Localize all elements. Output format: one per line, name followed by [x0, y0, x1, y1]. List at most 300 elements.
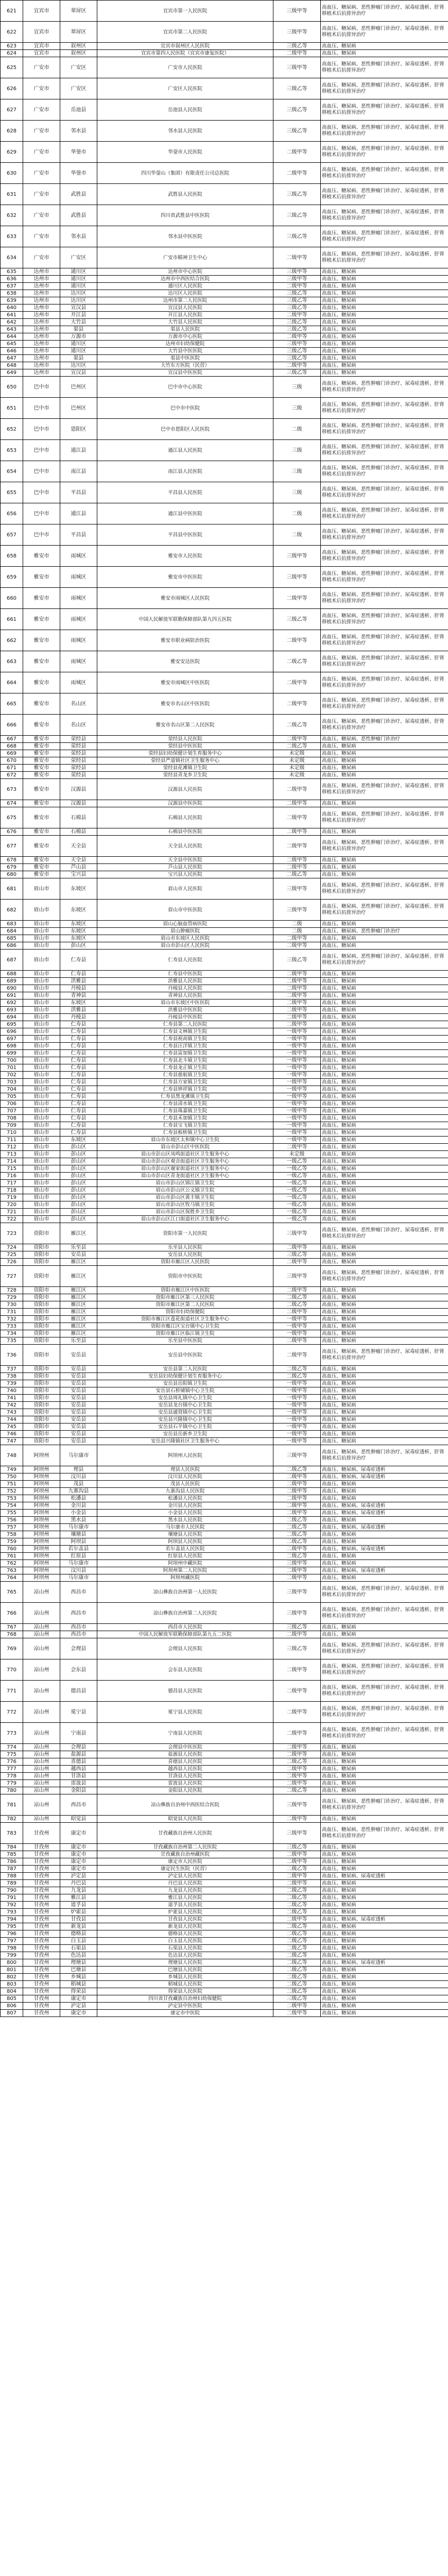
table-row — [1, 1259, 448, 1266]
coverage-scope-cell: 高血压、糖尿病、恶性肿瘤门诊治疗、尿毒症透析、肝肾移植术后抗排异治疗 — [321, 99, 448, 121]
district-cell: 安岳县 — [60, 1387, 97, 1395]
hospital-name-cell: 平昌县人民医院 — [97, 482, 273, 503]
district-cell: 会理县 — [60, 1744, 97, 1751]
district-cell: 华蓥市 — [60, 163, 97, 184]
hospital-name-cell: 仁寿县视高镇卫生院 — [97, 1036, 273, 1043]
hospital-name-cell: 仁寿县方家镇卫生院 — [97, 1079, 273, 1086]
city-cell: 巴中市 — [23, 461, 60, 482]
city-cell: 雅安市 — [23, 609, 60, 630]
hospital-name-cell: 仁寿县钟祥镇卫生院 — [97, 1086, 273, 1093]
district-cell: 彭山区 — [60, 1158, 97, 1165]
hospital-level-cell: 二级甲等 — [273, 1287, 321, 1294]
row-number: 644 — [1, 333, 23, 341]
hospital-name-cell: 宣汉县人民医院 — [97, 304, 273, 312]
hospital-level-cell: 二级甲等 — [273, 1473, 321, 1481]
table-row — [1, 121, 448, 142]
city-cell: 雅安市 — [23, 864, 60, 871]
hospital-name-cell: 宜宾市第二人民医院 — [97, 22, 273, 43]
hospital-name-cell: 达州市中心医院 — [97, 268, 273, 276]
hospital-level-cell: 一级甲等 — [273, 1316, 321, 1323]
hospital-name-cell: 阿坝州第二人民医院 — [97, 1567, 273, 1574]
hospital-name-cell: 资阳市雁江区中医医院 — [97, 1287, 273, 1294]
district-cell: 乡城县 — [60, 1974, 97, 1981]
coverage-scope-cell: 高血压、糖尿病、恶性肿瘤门诊治疗、尿毒症透析、肝肾移植术后抗排异治疗 — [321, 142, 448, 163]
coverage-scope-cell: 高血压、糖尿病、恶性肿瘤门诊治疗、尿毒症透析、肝肾移植术后抗排异治疗 — [321, 836, 448, 857]
hospital-name-cell: 巴中市中医院 — [97, 398, 273, 419]
row-number: 654 — [1, 461, 23, 482]
table-row — [1, 312, 448, 319]
table-row — [1, 1945, 448, 1952]
table-row — [1, 1309, 448, 1316]
hospital-level-cell: 二级甲等 — [273, 779, 321, 800]
table-row — [1, 1967, 448, 1974]
district-cell: 德格县 — [60, 1930, 97, 1938]
coverage-scope-cell: 高血压、糖尿病、尿毒症透析 — [321, 1873, 448, 1880]
coverage-scope-cell: 高血压、糖尿病、恶性肿瘤门诊治疗、尿毒症透析、肝肾移植术后抗排异治疗 — [321, 377, 448, 398]
table-row — [1, 864, 448, 871]
coverage-scope-cell: 高血压、糖尿病、恶性肿瘤门诊治疗、尿毒症透析、肝肾移植术后抗排异治疗 — [321, 226, 448, 247]
hospital-name-cell: 南江县人民医院 — [97, 461, 273, 482]
table-row — [1, 1481, 448, 1488]
table-row — [1, 1624, 448, 1631]
table-row — [1, 1531, 448, 1538]
hospital-name-cell: 达州市第二人民医院 — [97, 297, 273, 304]
city-cell: 雅安市 — [23, 743, 60, 750]
hospital-level-cell: 二级甲等 — [273, 736, 321, 743]
hospital-name-cell: 雅江县人民医院 — [97, 1894, 273, 1902]
table-row — [1, 1416, 448, 1423]
coverage-scope-cell: 高血压、糖尿病、恶性肿瘤门诊治疗、尿毒症透析、肝肾移植术后抗排异治疗 — [321, 1681, 448, 1702]
city-cell: 凉山州 — [23, 1794, 60, 1816]
hospital-name-cell: 眉山市彭山区谢家街道社区卫生服务中心 — [97, 1165, 273, 1173]
table-row — [1, 482, 448, 503]
table-row — [1, 283, 448, 290]
district-cell: 仁寿县 — [60, 1129, 97, 1137]
city-cell: 阿坝州 — [23, 1473, 60, 1481]
coverage-scope-cell: 高血压、糖尿病 — [321, 942, 448, 950]
hospital-name-cell: 宣汉县中医医院 — [97, 369, 273, 377]
row-number: 640 — [1, 304, 23, 312]
city-cell: 达州市 — [23, 276, 60, 283]
hospital-level-cell: 一级甲等 — [273, 1122, 321, 1129]
city-cell: 凉山州 — [23, 1659, 60, 1681]
city-cell: 凉山州 — [23, 1758, 60, 1766]
district-cell: 宣汉县 — [60, 304, 97, 312]
district-cell: 雨城区 — [60, 546, 97, 567]
coverage-scope-cell: 高血压、糖尿病、恶性肿瘤门诊治疗、尿毒症透析、肝肾移植术后抗排异治疗 — [321, 950, 448, 971]
row-number: 678 — [1, 857, 23, 864]
hospital-name-cell: 眉山肿瘤医院 — [97, 928, 273, 935]
coverage-scope-cell: 高血压、糖尿病 — [321, 1902, 448, 1909]
hospital-name-cell: 安岳县兴隆镇中心卫生院 — [97, 1416, 273, 1423]
table-row — [1, 268, 448, 276]
coverage-scope-cell: 高血压、糖尿病 — [321, 1129, 448, 1137]
hospital-name-cell: 盐源县人民医院 — [97, 1751, 273, 1758]
table-row — [1, 1423, 448, 1431]
coverage-scope-cell: 高血压、糖尿病、恶性肿瘤门诊治疗、尿毒症透析、肝肾移植术后抗排异治疗 — [321, 1445, 448, 1466]
district-cell: 平昌县 — [60, 524, 97, 546]
city-cell: 甘孜州 — [23, 1930, 60, 1938]
coverage-scope-cell: 高血压、糖尿病 — [321, 1043, 448, 1050]
row-number: 745 — [1, 1423, 23, 1431]
hospital-name-cell: 仁寿县北斗镇卫生院 — [97, 1057, 273, 1064]
hospital-level-cell: 二级甲等 — [273, 283, 321, 290]
hospital-name-cell: 安岳县妇幼保健计划生育服务中心 — [97, 1373, 273, 1380]
hospital-level-cell: 二级 — [273, 928, 321, 935]
row-number: 633 — [1, 226, 23, 247]
hospital-level-cell: 一级甲等 — [273, 1072, 321, 1079]
city-cell: 资阳市 — [23, 1438, 60, 1445]
table-row — [1, 1366, 448, 1373]
table-row — [1, 1930, 448, 1938]
table-row — [1, 142, 448, 163]
coverage-scope-cell: 高血压、糖尿病 — [321, 1974, 448, 1981]
city-cell: 资阳市 — [23, 1287, 60, 1294]
row-number: 766 — [1, 1603, 23, 1624]
table-row — [1, 1631, 448, 1638]
city-cell: 甘孜州 — [23, 1887, 60, 1894]
row-number: 736 — [1, 1345, 23, 1366]
hospital-level-cell: 二级甲等 — [273, 1567, 321, 1574]
row-number: 707 — [1, 1108, 23, 1115]
hospital-name-cell: 仁寿县汪洋镇卫生院 — [97, 1043, 273, 1050]
coverage-scope-cell: 高血压、糖尿病 — [321, 750, 448, 757]
city-cell: 资阳市 — [23, 1402, 60, 1409]
district-cell: 西昌市 — [60, 1603, 97, 1624]
hospital-level-cell: 三级甲等 — [273, 1560, 321, 1567]
coverage-scope-cell: 高血压、糖尿病、恶性肿瘤门诊治疗、尿毒症透析、肝肾移植术后抗排异治疗 — [321, 630, 448, 651]
district-cell: 东坡区 — [60, 1137, 97, 1144]
table-row — [1, 546, 448, 567]
city-cell: 眉山市 — [23, 878, 60, 900]
hospital-level-cell: 二级甲等 — [273, 800, 321, 807]
district-cell: 仁寿县 — [60, 1021, 97, 1028]
hospital-level-cell: 三级乙等 — [273, 355, 321, 362]
hospital-level-cell: 一级甲等 — [273, 1129, 321, 1137]
coverage-scope-cell: 高血压、糖尿病、恶性肿瘤门诊治疗、尿毒症透析、肝肾移植术后抗排异治疗 — [321, 1223, 448, 1244]
hospital-name-cell: 四川华蓥山（集团）有限责任公司总医院 — [97, 163, 273, 184]
city-cell: 甘孜州 — [23, 1851, 60, 1858]
district-cell: 雁江区 — [60, 1309, 97, 1316]
hospital-name-cell: 宁南县人民医院 — [97, 1723, 273, 1744]
table-row — [1, 1151, 448, 1158]
district-cell: 南江县 — [60, 461, 97, 482]
row-number: 635 — [1, 268, 23, 276]
row-number: 697 — [1, 1036, 23, 1043]
district-cell: 雁江区 — [60, 1301, 97, 1309]
city-cell: 眉山市 — [23, 1209, 60, 1216]
hospital-name-cell: 仁寿县宝飞镇卫生院 — [97, 1122, 273, 1129]
coverage-scope-cell: 高血压、糖尿病、恶性肿瘤门诊治疗、尿毒症透析、肝肾移植术后抗排异治疗 — [321, 1794, 448, 1816]
table-row — [1, 935, 448, 942]
row-number: 665 — [1, 693, 23, 715]
coverage-scope-cell: 高血压、糖尿病 — [321, 312, 448, 319]
coverage-scope-cell: 高血压、糖尿病 — [321, 757, 448, 765]
hospital-level-cell: 三级甲等 — [273, 1794, 321, 1816]
row-number: 629 — [1, 142, 23, 163]
row-number: 727 — [1, 1266, 23, 1287]
table-row — [1, 163, 448, 184]
hospital-level-cell: 二级乙等 — [273, 1373, 321, 1380]
row-number: 716 — [1, 1173, 23, 1180]
city-cell: 眉山市 — [23, 942, 60, 950]
hospital-level-cell: 一级甲等 — [273, 1036, 321, 1043]
hospital-name-cell: 雅安市名山区中医医院 — [97, 693, 273, 715]
city-cell: 资阳市 — [23, 1380, 60, 1387]
table-row — [1, 1603, 448, 1624]
coverage-scope-cell: 高血压、糖尿病 — [321, 971, 448, 978]
row-number: 802 — [1, 1974, 23, 1981]
hospital-name-cell: 巴中市恩阳区人民医院 — [97, 419, 273, 440]
hospital-level-cell: 二级乙等 — [273, 1294, 321, 1301]
table-row — [1, 765, 448, 772]
district-cell: 汶川县 — [60, 1567, 97, 1574]
hospital-level-cell: 二级甲等 — [273, 836, 321, 857]
coverage-scope-cell: 高血压、糖尿病 — [321, 43, 448, 50]
hospital-level-cell: 二级乙等 — [273, 1988, 321, 1995]
hospital-name-cell: 会东县人民医院 — [97, 1659, 273, 1681]
city-cell: 宜宾市 — [23, 1, 60, 22]
coverage-scope-cell: 高血压、糖尿病、恶性肿瘤门诊治疗、尿毒症透析、肝肾移植术后抗排异治疗 — [321, 651, 448, 672]
table-row — [1, 757, 448, 765]
city-cell: 达州市 — [23, 297, 60, 304]
table-row — [1, 1201, 448, 1209]
row-number: 738 — [1, 1373, 23, 1380]
coverage-scope-cell: 高血压、糖尿病 — [321, 1517, 448, 1524]
table-row — [1, 985, 448, 992]
hospital-level-cell: 二级乙等 — [273, 1952, 321, 1959]
city-cell: 眉山市 — [23, 1187, 60, 1194]
row-number: 624 — [1, 50, 23, 57]
district-cell: 小金县 — [60, 1510, 97, 1517]
city-cell: 巴中市 — [23, 440, 60, 461]
district-cell: 叙州区 — [60, 43, 97, 50]
hospital-level-cell: 二级甲等 — [273, 999, 321, 1007]
district-cell: 丹巴县 — [60, 1880, 97, 1887]
city-cell: 甘孜州 — [23, 1866, 60, 1873]
city-cell: 雅安市 — [23, 546, 60, 567]
district-cell: 仁寿县 — [60, 1050, 97, 1057]
table-row — [1, 750, 448, 757]
hospital-level-cell: 三级乙等 — [273, 369, 321, 377]
table-row — [1, 1574, 448, 1582]
city-cell: 雅安市 — [23, 828, 60, 836]
table-row — [1, 369, 448, 377]
coverage-scope-cell: 高血压、糖尿病、恶性肿瘤门诊治疗、尿毒症透析、肝肾移植术后抗排异治疗 — [321, 57, 448, 78]
hospital-name-cell: 甘孜藏族自治州第二人民医院 — [97, 1844, 273, 1851]
district-cell: 东坡区 — [60, 878, 97, 900]
coverage-scope-cell: 高血压、糖尿病 — [321, 341, 448, 348]
district-cell: 炉霍县 — [60, 1909, 97, 1916]
district-cell: 雁江区 — [60, 1223, 97, 1244]
row-number: 680 — [1, 871, 23, 878]
hospital-level-cell: 二级甲等 — [273, 1751, 321, 1758]
table-row — [1, 1330, 448, 1337]
coverage-scope-cell: 高血压、糖尿病 — [321, 1209, 448, 1216]
district-cell: 甘洛县 — [60, 1773, 97, 1780]
hospital-name-cell: 荥经县严道镇社区卫生服务中心 — [97, 757, 273, 765]
city-cell: 眉山市 — [23, 985, 60, 992]
district-cell: 德昌县 — [60, 1681, 97, 1702]
hospital-level-cell: 三级乙等 — [273, 319, 321, 326]
table-row — [1, 398, 448, 419]
coverage-scope-cell: 高血压、糖尿病 — [321, 362, 448, 369]
row-number: 646 — [1, 348, 23, 355]
district-cell: 康定市 — [60, 2010, 97, 2017]
district-cell: 会理县 — [60, 1638, 97, 1659]
city-cell: 达州市 — [23, 341, 60, 348]
city-cell: 阿坝州 — [23, 1546, 60, 1553]
city-cell: 资阳市 — [23, 1373, 60, 1380]
district-cell: 广安区 — [60, 78, 97, 99]
coverage-scope-cell: 高血压、糖尿病 — [321, 1938, 448, 1945]
row-number: 664 — [1, 672, 23, 693]
district-cell: 宁南县 — [60, 1723, 97, 1744]
hospital-name-cell: 荥经县人民医院 — [97, 736, 273, 743]
hospital-level-cell: 一级甲等 — [273, 1057, 321, 1064]
table-row — [1, 205, 448, 226]
city-cell: 甘孜州 — [23, 1995, 60, 2003]
table-row — [1, 1502, 448, 1510]
coverage-scope-cell: 高血压、糖尿病、恶性肿瘤门诊治疗、尿毒症透析、肝肾移植术后抗排异治疗 — [321, 503, 448, 524]
hospital-level-cell: 二级甲等 — [273, 247, 321, 268]
row-number: 639 — [1, 297, 23, 304]
hospital-level-cell: 二级甲等 — [273, 50, 321, 57]
district-cell: 泸定县 — [60, 1873, 97, 1880]
row-number: 750 — [1, 1473, 23, 1481]
city-cell: 眉山市 — [23, 950, 60, 971]
hospital-level-cell: 二级甲等 — [273, 985, 321, 992]
hospital-level-cell: 三级乙等 — [273, 304, 321, 312]
coverage-scope-cell: 高血压、糖尿病 — [321, 1122, 448, 1129]
row-number: 794 — [1, 1916, 23, 1923]
coverage-scope-cell: 高血压、糖尿病 — [321, 1165, 448, 1173]
city-cell: 资阳市 — [23, 1259, 60, 1266]
coverage-scope-cell: 高血压、糖尿病 — [321, 355, 448, 362]
coverage-scope-cell: 高血压、糖尿病 — [321, 1251, 448, 1259]
row-number: 771 — [1, 1681, 23, 1702]
hospital-level-cell: 三级甲等 — [273, 1266, 321, 1287]
hospital-name-cell: 平昌县中医医院 — [97, 524, 273, 546]
district-cell: 彭山区 — [60, 1209, 97, 1216]
city-cell: 资阳市 — [23, 1395, 60, 1402]
coverage-scope-cell: 高血压、糖尿病 — [321, 1301, 448, 1309]
district-cell: 盐源县 — [60, 1751, 97, 1758]
hospital-level-cell: 二级甲等 — [273, 1574, 321, 1582]
hospital-level-cell: 一级乙等 — [273, 1201, 321, 1209]
table-row — [1, 1894, 448, 1902]
hospital-name-cell: 邻水县人民医院 — [97, 121, 273, 142]
city-cell: 雅安市 — [23, 672, 60, 693]
hospital-level-cell: 一级甲等 — [273, 1093, 321, 1100]
city-cell: 凉山州 — [23, 1603, 60, 1624]
row-number: 800 — [1, 1959, 23, 1967]
coverage-scope-cell: 高血压、糖尿病、尿毒症透析 — [321, 1546, 448, 1553]
district-cell: 雨城区 — [60, 567, 97, 588]
hospital-name-cell: 安岳县岳新乡卫生院 — [97, 1431, 273, 1438]
city-cell: 甘孜州 — [23, 1967, 60, 1974]
row-number: 725 — [1, 1251, 23, 1259]
table-row — [1, 57, 448, 78]
city-cell: 达州市 — [23, 283, 60, 290]
row-number: 788 — [1, 1873, 23, 1880]
row-number: 783 — [1, 1823, 23, 1844]
hospital-level-cell: 三级甲等 — [273, 268, 321, 276]
city-cell: 凉山州 — [23, 1766, 60, 1773]
hospital-level-cell: 二级甲等 — [273, 2010, 321, 2017]
hospital-level-cell: 三级乙等 — [273, 184, 321, 205]
coverage-scope-cell: 高血压、糖尿病、恶性肿瘤门诊治疗、尿毒症透析、肝肾移植术后抗排异治疗 — [321, 878, 448, 900]
coverage-scope-cell: 高血压、糖尿病 — [321, 283, 448, 290]
row-number: 796 — [1, 1930, 23, 1938]
city-cell: 巴中市 — [23, 503, 60, 524]
table-row — [1, 1180, 448, 1187]
hospital-level-cell: 二级甲等 — [273, 1816, 321, 1823]
coverage-scope-cell: 高血压、糖尿病 — [321, 1373, 448, 1380]
coverage-scope-cell: 高血压、糖尿病 — [321, 1086, 448, 1093]
city-cell: 达州市 — [23, 348, 60, 355]
row-number: 672 — [1, 772, 23, 779]
table-row — [1, 22, 448, 43]
city-cell: 眉山市 — [23, 1173, 60, 1180]
table-row — [1, 1014, 448, 1021]
hospital-name-cell: 仁寿县珠嘉镇卫生院 — [97, 1108, 273, 1115]
row-number: 669 — [1, 750, 23, 757]
table-row — [1, 2010, 448, 2017]
coverage-scope-cell: 高血压、糖尿病 — [321, 1751, 448, 1758]
district-cell: 康定市 — [60, 1995, 97, 2003]
hospital-name-cell: 仁寿县第二人民医院 — [97, 1021, 273, 1028]
hospital-name-cell: 丹棱县人民医院 — [97, 985, 273, 992]
hospital-level-cell: 三级甲等 — [273, 1, 321, 22]
hospital-name-cell: 仁寿县中医医院 — [97, 971, 273, 978]
district-cell: 翠屏区 — [60, 1, 97, 22]
table-row — [1, 1244, 448, 1251]
district-cell: 雨城区 — [60, 588, 97, 609]
coverage-scope-cell: 高血压、糖尿病、尿毒症透析 — [321, 1473, 448, 1481]
hospital-name-cell: 巴中市中心医院 — [97, 377, 273, 398]
hospital-level-cell: 三级甲等 — [273, 276, 321, 283]
table-row — [1, 1524, 448, 1531]
hospital-name-cell: 黑水县人民医院 — [97, 1517, 273, 1524]
hospital-level-cell: 一级乙等 — [273, 1158, 321, 1165]
city-cell: 达州市 — [23, 326, 60, 333]
city-cell: 资阳市 — [23, 1309, 60, 1316]
coverage-scope-cell: 高血压、糖尿病、恶性肿瘤门诊治疗、尿毒症透析、肝肾移植术后抗排异治疗 — [321, 205, 448, 226]
row-number: 757 — [1, 1524, 23, 1531]
coverage-scope-cell: 高血压、糖尿病 — [321, 1072, 448, 1079]
hospital-level-cell: 二级甲等 — [273, 992, 321, 999]
city-cell: 凉山州 — [23, 1787, 60, 1794]
hospital-level-cell: 三级甲等 — [273, 1445, 321, 1466]
district-cell: 达川区 — [60, 297, 97, 304]
table-row — [1, 651, 448, 672]
row-number: 782 — [1, 1816, 23, 1823]
row-number: 749 — [1, 1466, 23, 1473]
district-cell: 雁江区 — [60, 1259, 97, 1266]
district-cell: 西昌市 — [60, 1794, 97, 1816]
row-number: 731 — [1, 1309, 23, 1316]
city-cell: 甘孜州 — [23, 1858, 60, 1866]
row-number: 671 — [1, 765, 23, 772]
city-cell: 达州市 — [23, 290, 60, 297]
hospital-name-cell: 凉山彝族自治州中西医结合医院 — [97, 1794, 273, 1816]
hospital-name-cell: 眉山市彭山区观音街道社区卫生服务中心 — [97, 1158, 273, 1165]
row-number: 658 — [1, 546, 23, 567]
hospital-level-cell: 一级甲等 — [273, 1028, 321, 1036]
district-cell: 华蓥市 — [60, 142, 97, 163]
row-number: 634 — [1, 247, 23, 268]
